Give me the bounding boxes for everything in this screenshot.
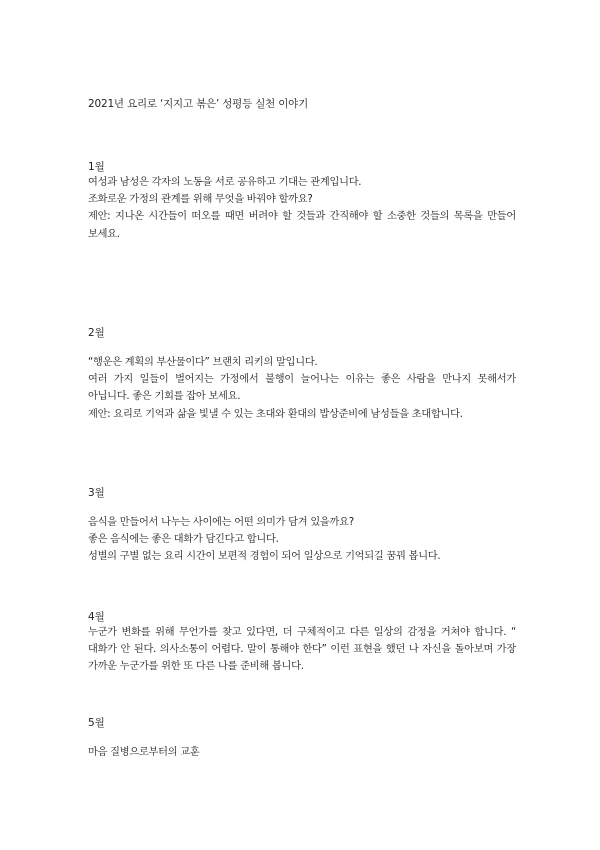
paragraph-line: 음식을 만들어서 나누는 사이에는 어떤 의미가 담겨 있을까요? <box>88 517 354 528</box>
month-heading: 3월 <box>88 487 105 499</box>
paragraph-line: 여성과 남성은 각자의 노동을 서로 공유하고 기대는 관계입니다. <box>88 177 362 188</box>
section-april <box>88 610 516 676</box>
month-heading: 2월 <box>88 327 105 339</box>
section-march <box>88 486 516 566</box>
section-may <box>88 716 516 761</box>
paragraph-line: 성별의 구별 없는 요리 시간이 보편적 경험이 되어 일상으로 기억되길 꿈꿔 봅니다. <box>88 551 441 563</box>
month-heading: 5월 <box>88 717 105 729</box>
month-heading: 4월 <box>88 611 105 623</box>
section-january <box>88 160 516 243</box>
paragraph-line: 누군가 변화를 위해 무언가를 찾고 있다면, 더 구체적이고 다른 일상의 감정을 거쳐야 합니다. “ 대화가 안 된다. 의사소통이 어렵다. 말이 통해야 한다” 이런 표현을 했던 나 자신을 돌아보며 가장 가까운 누군가를 위한 또 다른 나를 준비해 봅니다. <box>88 627 516 673</box>
paragraph-line: 제안: 지나온 시간들이 떠오를 때면 버려야 할 것들과 간직해야 할 소중한 것들의 목록을 만들어 보세요. <box>88 211 516 240</box>
section-february <box>88 326 516 423</box>
paragraph-line: 조화로운 가정의 관계를 위해 무엇을 바꿔야 할까요? <box>88 194 313 206</box>
paragraph-line: 여러 가지 일들이 벌어지는 가정에서 불행이 늘어나는 이유는 좋은 사람을 만나지 못해서가 아닙니다. 좋은 기회를 잡아 보세요. <box>88 374 516 403</box>
paragraph-line: 마음 질병으로부터의 교훈 <box>88 747 200 758</box>
document-title: 2021년 요리로 ‘지지고 볶은’ 성평등 실천 이야기 <box>88 98 309 110</box>
paragraph-line: 좋은 음식에는 좋은 대화가 담긴다고 합니다. <box>88 534 279 546</box>
paragraph-line: “행운은 계획의 부산물이다” 브랜치 리키의 말입니다. <box>88 357 318 368</box>
month-heading: 1월 <box>88 161 105 173</box>
paragraph-line: 제안: 요리로 기억과 삶을 빛낼 수 있는 초대와 환대의 밥상준비에 남성들을 초대합니다. <box>88 408 463 420</box>
